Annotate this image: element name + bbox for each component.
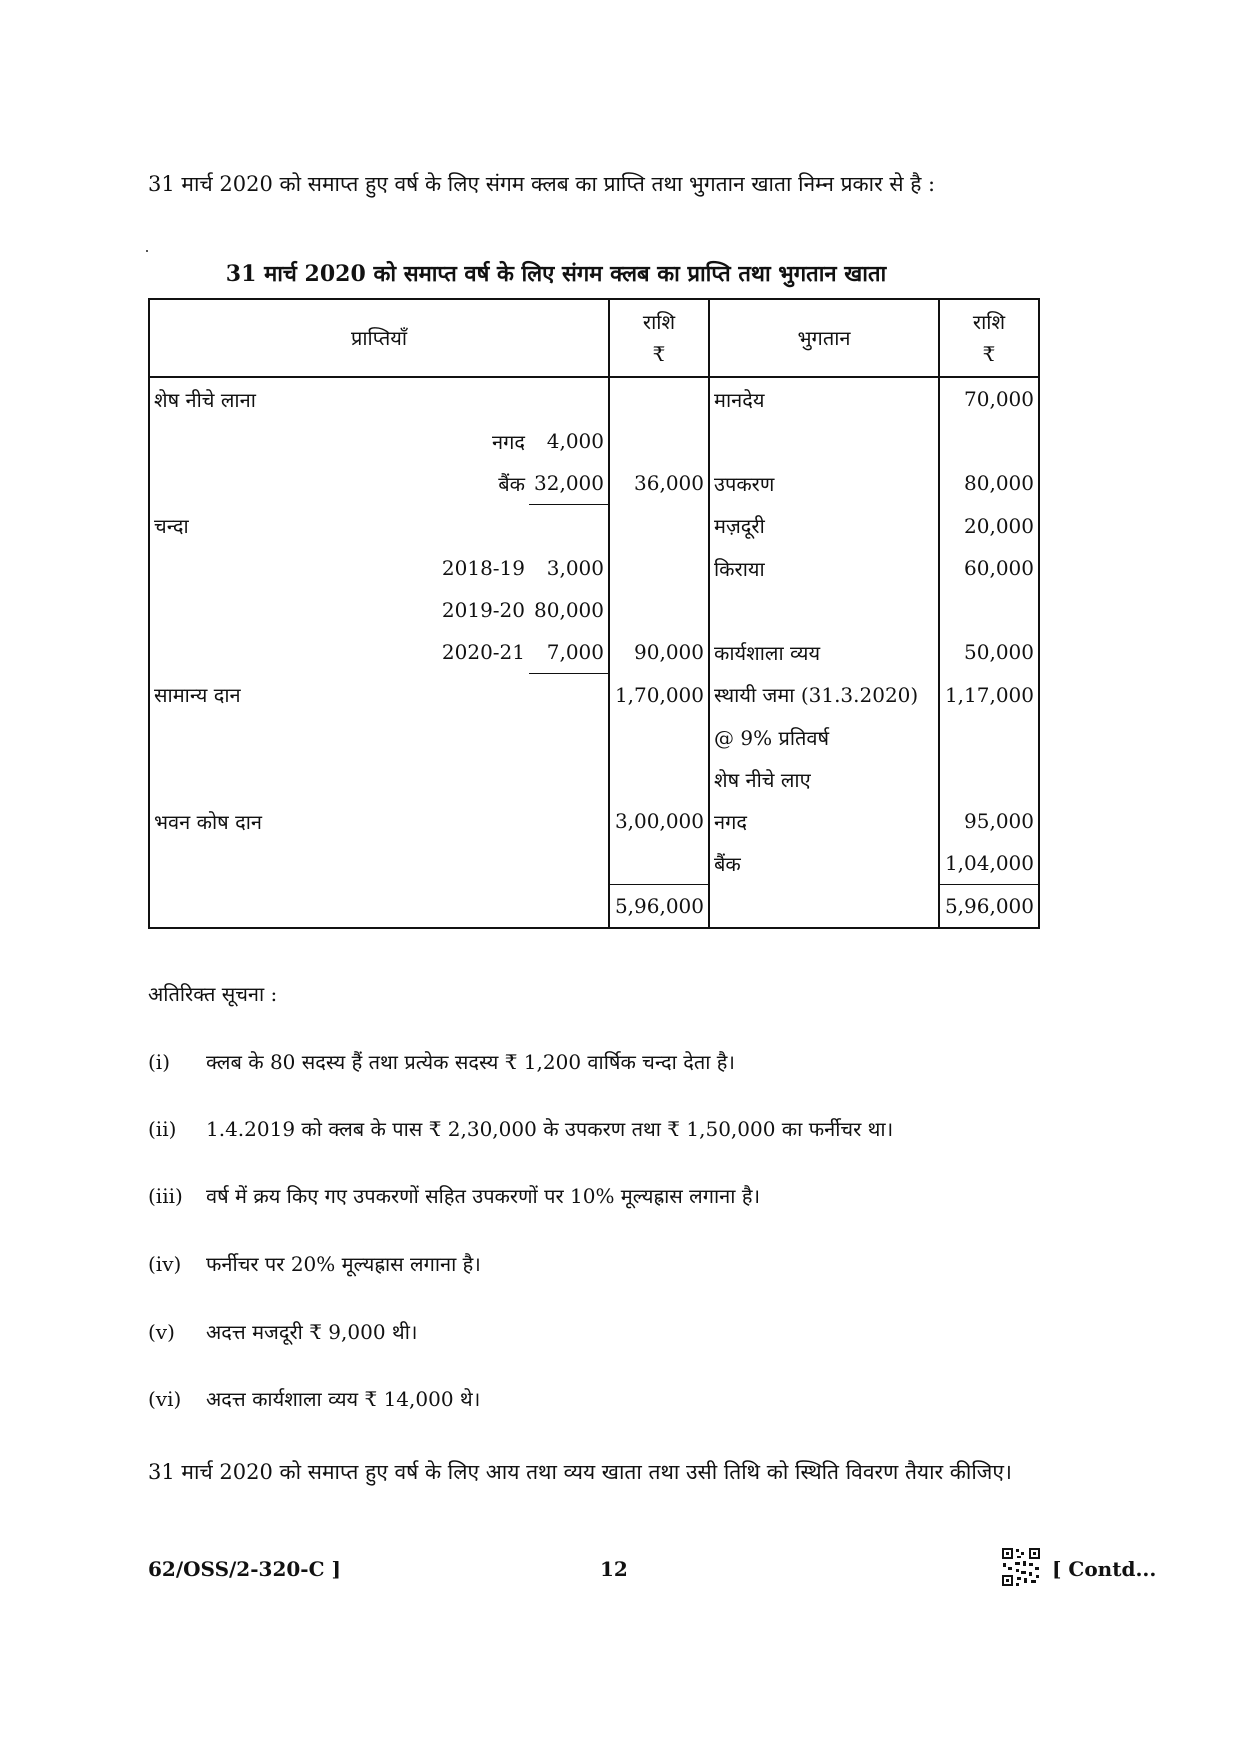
- receipts-total: 5,96,000: [609, 885, 709, 929]
- header-amount-receipts: राशि ₹: [609, 299, 709, 377]
- note-number: (iii): [148, 1184, 183, 1208]
- cell-sub-amount: 3,000: [546, 556, 604, 580]
- table-row: [149, 377, 1039, 420]
- note-number: (iv): [148, 1252, 182, 1276]
- cell-receipt-amount: 3,00,000: [609, 800, 709, 842]
- receipts-payments-table: [148, 298, 1040, 929]
- continued-label: [ Contd...: [1052, 1557, 1157, 1581]
- cell-payment: @ 9% प्रतिवर्ष: [709, 716, 939, 758]
- cell-sub-amount: [529, 758, 609, 800]
- cell-receipt-amount: 1,70,000: [609, 674, 709, 717]
- cell-payment: शेष नीचे लाए: [709, 758, 939, 800]
- note-number: (ii): [148, 1117, 177, 1141]
- cell-receipt: [149, 589, 349, 631]
- table-title: 31 मार्च 2020 को समाप्त वर्ष के लिए संगम क्लब का प्राप्ति तथा भुगतान खाता: [225, 261, 887, 287]
- header-amount-payments: राशि ₹: [939, 299, 1039, 377]
- cell-receipt: [149, 758, 349, 800]
- table-row: [149, 842, 1039, 885]
- table-row: [149, 800, 1039, 842]
- cell-receipt: चन्दा: [149, 505, 349, 548]
- cell-payment-amount: 70,000: [939, 377, 1039, 420]
- table-row-total: [149, 885, 1039, 929]
- cell-sub-amount: 32,000: [529, 462, 609, 505]
- cell-payment-amount: 20,000: [939, 505, 1039, 548]
- note-text: अदत्त कार्यशाला व्यय ₹ 14,000 थे।: [206, 1387, 481, 1411]
- cell-sub-amount: [529, 800, 609, 842]
- cell-payment-amount: 60,000: [939, 547, 1039, 589]
- cell-sub-amount: 7,000: [529, 631, 609, 674]
- cell-payment: स्थायी जमा (31.3.2020): [709, 674, 939, 717]
- header-payments: भुगतान: [709, 299, 939, 377]
- page-number: 12: [600, 1557, 628, 1581]
- cell-receipt-amount: [609, 505, 709, 548]
- final-question: 31 मार्च 2020 को समाप्त हुए वर्ष के लिए आय तथा व्यय खाता तथा उसी तिथि को स्थिति विवरण तैयार कीजिए।: [148, 1460, 1012, 1484]
- note-text: अदत्त मजदूरी ₹ 9,000 थी।: [206, 1320, 418, 1344]
- cell-sub-label: [349, 842, 529, 885]
- cell-sub-amount: [529, 674, 609, 717]
- cell-receipt: [149, 547, 349, 589]
- cell-sub-amount: [529, 885, 609, 929]
- cell-sub-label: [349, 505, 529, 548]
- cell-sub-amount: 4,000: [546, 429, 604, 453]
- cell-receipt: [149, 420, 349, 462]
- cell-payment: बैंक: [709, 842, 939, 885]
- cell-payment: मानदेय: [709, 377, 939, 420]
- cell-receipt: भवन कोष दान: [149, 800, 349, 842]
- cell-receipt-amount: 90,000: [609, 631, 709, 674]
- cell-payment-amount: 1,04,000: [939, 842, 1039, 885]
- cell-receipt-amount: [609, 420, 709, 462]
- note-number: (v): [148, 1320, 175, 1344]
- note-number: (vi): [148, 1387, 182, 1411]
- note-item: [148, 1182, 760, 1209]
- cell-sub-label: [349, 377, 529, 420]
- table-row: [149, 716, 1039, 758]
- cell-sub-label: [349, 716, 529, 758]
- cell-receipt-amount: [609, 547, 709, 589]
- cell-payment: मज़दूरी: [709, 505, 939, 548]
- cell-payment-amount: 1,17,000: [939, 674, 1039, 717]
- note-number: (i): [148, 1050, 171, 1074]
- note-item: [148, 1048, 735, 1075]
- cell-sub-label: 2019-20: [441, 598, 525, 622]
- intro-text: 31 मार्च 2020 को समाप्त हुए वर्ष के लिए संगम क्लब का प्राप्ति तथा भुगतान खाता निम्न प्रकार से है :: [148, 172, 936, 196]
- paper-code: 62/OSS/2-320-C ]: [148, 1557, 341, 1581]
- cell-sub-amount: [529, 377, 609, 420]
- note-text: फर्नीचर पर 20% मूल्यह्रास लगाना है।: [206, 1252, 481, 1276]
- table-row: [149, 589, 1039, 631]
- cell-sub-label: [349, 885, 529, 929]
- cell-sub-label: बैंक: [498, 471, 525, 496]
- cell-payment-amount: 80,000: [939, 462, 1039, 505]
- cell-payment: [709, 885, 939, 929]
- cell-payment-amount: [939, 420, 1039, 462]
- cell-receipt: [149, 462, 349, 505]
- cell-payment-amount: [939, 716, 1039, 758]
- cell-sub-amount: [529, 842, 609, 885]
- cell-receipt: [149, 631, 349, 674]
- cell-sub-label: नगद: [492, 429, 525, 454]
- cell-payment: [709, 589, 939, 631]
- cell-receipt: [149, 885, 349, 929]
- cell-receipt-amount: [609, 842, 709, 885]
- note-item: [148, 1318, 417, 1345]
- cell-receipt: सामान्य दान: [149, 674, 349, 717]
- cell-payment-amount: 95,000: [939, 800, 1039, 842]
- table-row: [149, 462, 1039, 505]
- cell-receipt: [149, 842, 349, 885]
- table-row: [149, 674, 1039, 717]
- note-text: 1.4.2019 को क्लब के पास ₹ 2,30,000 के उपकरण तथा ₹ 1,50,000 का फर्नीचर था।: [206, 1117, 894, 1141]
- cell-receipt: [149, 716, 349, 758]
- cell-sub-label: [349, 800, 529, 842]
- table-row: [149, 547, 1039, 589]
- cell-payment: [709, 420, 939, 462]
- note-text: वर्ष में क्रय किए गए उपकरणों सहित उपकरणों पर 10% मूल्यह्रास लगाना है।: [206, 1184, 761, 1208]
- cell-sub-label: 2020-21: [441, 640, 525, 665]
- note-item: [148, 1385, 480, 1412]
- cell-payment: किराया: [709, 547, 939, 589]
- cell-sub-label: 2018-19: [441, 556, 525, 580]
- cell-payment: नगद: [709, 800, 939, 842]
- table-row: [149, 505, 1039, 548]
- note-text: क्लब के 80 सदस्य हैं तथा प्रत्येक सदस्य ₹ 1,200 वार्षिक चन्दा देता है।: [206, 1050, 735, 1074]
- cell-receipt-amount: 36,000: [609, 462, 709, 505]
- cell-payment-amount: 50,000: [939, 631, 1039, 674]
- cell-payment-amount: [939, 589, 1039, 631]
- table-row: [149, 631, 1039, 674]
- note-item: [148, 1250, 481, 1277]
- cell-sub-amount: [529, 716, 609, 758]
- notes-title: अतिरिक्त सूचना :: [148, 982, 278, 1006]
- cell-sub-amount: [529, 505, 609, 548]
- table-row: [149, 758, 1039, 800]
- qr-code-icon: [1001, 1547, 1041, 1587]
- cell-receipt-amount: [609, 716, 709, 758]
- table-row: [149, 420, 1039, 462]
- cell-receipt-amount: [609, 377, 709, 420]
- cell-receipt-amount: [609, 758, 709, 800]
- cell-payment-amount: [939, 758, 1039, 800]
- cell-sub-amount: 80,000: [534, 598, 604, 622]
- payments-total: 5,96,000: [939, 885, 1039, 929]
- stray-dot: [146, 250, 148, 252]
- cell-sub-label: [349, 674, 529, 717]
- cell-sub-label: [349, 758, 529, 800]
- cell-receipt: शेष नीचे लाना: [149, 377, 349, 420]
- header-receipts: प्राप्तियाँ: [149, 299, 609, 377]
- cell-receipt-amount: [609, 589, 709, 631]
- cell-payment: उपकरण: [709, 462, 939, 505]
- note-item: [148, 1115, 893, 1142]
- cell-payment: कार्यशाला व्यय: [709, 631, 939, 674]
